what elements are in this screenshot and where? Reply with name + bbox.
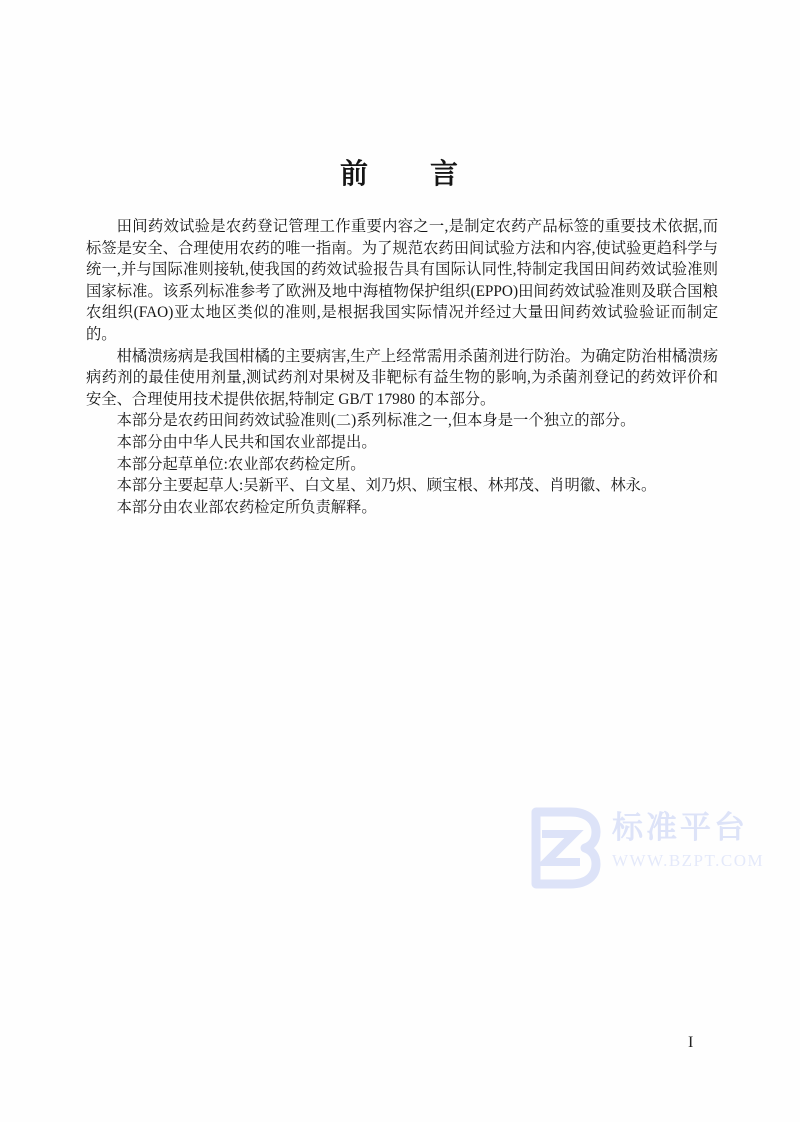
watermark-text bbox=[612, 806, 764, 872]
paragraph: 本部分由中华人民共和国农业部提出。 bbox=[116, 433, 377, 451]
watermark bbox=[524, 806, 764, 890]
paragraph: 田间药效试验是农药登记管理工作重要内容之一,是制定农药产品标签的重要技术依据,而标签是安全、合理使用农药的唯一指南。为了规范农药田间试验方法和内容,使试验更趋科学与统一,并与国际准则接轨,使我国的药效试验报告具有国际认同性,特制定我国田间药效试验准则国家标准。该系列标准参考了欧洲及地中海植物保护组织(EPPO)田间药效试验准则及联合国粮农组织(FAO)亚太地区类似的准则,是根据我国实际情况并经过大量田间药效试验验证而制定的。 bbox=[86, 218, 718, 343]
watermark-name: 标准平台 bbox=[612, 810, 748, 845]
paragraph: 柑橘溃疡病是我国柑橘的主要病害,生产上经常需用杀菌剂进行防治。为确定防治柑橘溃疡病药剂的最佳使用剂量,测试药剂对果树及非靶标有益生物的影响,为杀菌剂登记的药效评价和安全、合理使用技术提供依据,特制定 GB/T 17980 的本部分。 bbox=[86, 347, 718, 408]
page-title: 前 言 bbox=[339, 159, 460, 190]
paragraph: 本部分起草单位:农业部农药检定所。 bbox=[116, 455, 366, 473]
foreword-body bbox=[86, 216, 718, 518]
paragraph: 本部分由农业部农药检定所负责解释。 bbox=[116, 498, 377, 516]
paragraph: 本部分主要起草人:吴新平、白文星、刘乃炽、顾宝根、林邦茂、肖明徽、林永。 bbox=[116, 477, 657, 495]
zb-logo-icon bbox=[524, 806, 604, 890]
watermark-url: WWW.BZPT.COM bbox=[612, 851, 765, 870]
paragraph: 本部分是农药田间药效试验准则(二)系列标准之一,但本身是一个独立的部分。 bbox=[116, 412, 636, 430]
page-number: I bbox=[688, 1034, 694, 1051]
